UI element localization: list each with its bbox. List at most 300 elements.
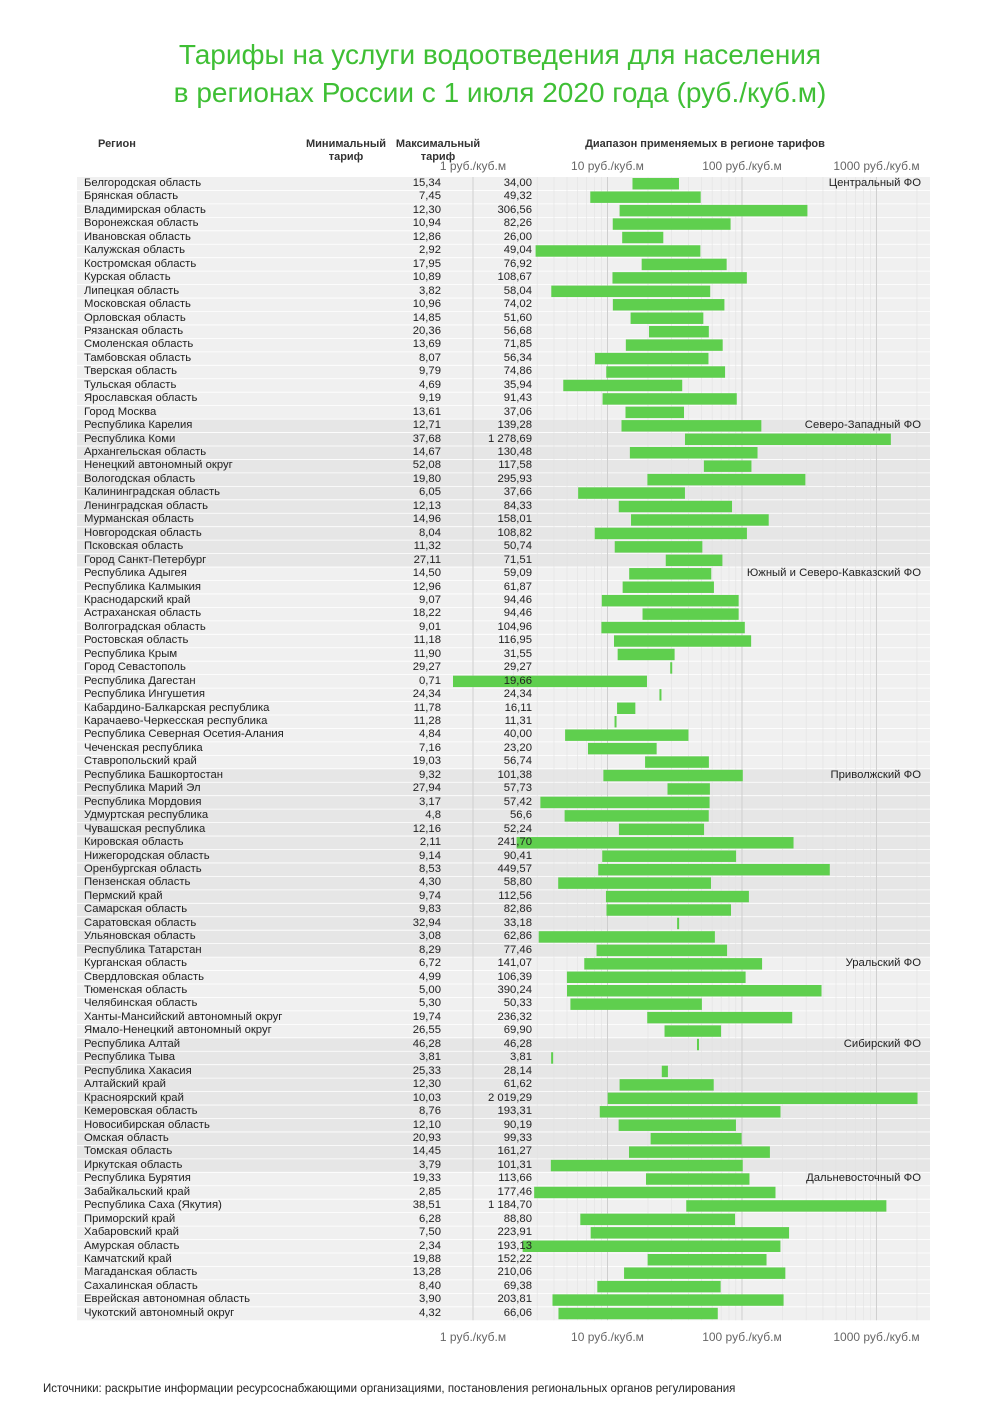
min-tariff: 6,28 xyxy=(419,1212,441,1225)
region-name: Нижегородская область xyxy=(84,849,210,862)
table-row xyxy=(77,971,930,985)
table-row xyxy=(77,648,930,662)
max-tariff: 56,74 xyxy=(503,755,532,768)
table-row xyxy=(77,1186,930,1200)
region-name: Ненецкий автономный округ xyxy=(84,459,233,472)
region-name: Волгоградская область xyxy=(84,620,206,633)
x-tick-label-bottom: 1 руб./куб.м xyxy=(439,1330,507,1345)
max-tariff: 37,06 xyxy=(503,405,532,418)
district-label: Дальневосточный ФО xyxy=(806,1172,921,1185)
min-tariff: 12,30 xyxy=(412,1078,441,1091)
min-tariff: 3,81 xyxy=(419,1051,441,1064)
region-name: Республика Дагестан xyxy=(84,674,196,687)
max-tariff: 46,28 xyxy=(503,1037,532,1050)
min-tariff: 9,83 xyxy=(419,903,441,916)
table-row xyxy=(77,190,930,204)
max-tariff: 40,00 xyxy=(503,728,532,741)
min-tariff: 14,67 xyxy=(412,446,441,458)
min-tariff: 4,32 xyxy=(419,1306,441,1319)
region-name: Чеченская республика xyxy=(84,741,203,754)
min-tariff: 12,96 xyxy=(412,580,441,593)
region-name: Ростовская область xyxy=(84,634,189,647)
table-row xyxy=(77,1226,930,1240)
max-tariff: 101,38 xyxy=(497,768,532,781)
table-row xyxy=(77,755,930,769)
max-tariff: 69,90 xyxy=(503,1024,532,1037)
max-tariff: 2 019,29 xyxy=(488,1091,532,1104)
table-row xyxy=(77,742,930,756)
table-row xyxy=(77,728,930,742)
min-tariff: 4,84 xyxy=(419,728,441,741)
region-name: Краснодарский край xyxy=(84,593,191,606)
table-row xyxy=(77,1065,930,1079)
region-name: Город Москва xyxy=(84,405,157,418)
table-row xyxy=(77,285,930,299)
min-tariff: 24,34 xyxy=(412,688,441,701)
min-tariff: 9,07 xyxy=(419,593,441,606)
max-tariff: 241,70 xyxy=(497,836,532,849)
min-tariff: 3,08 xyxy=(419,930,441,943)
max-tariff: 28,14 xyxy=(503,1064,532,1077)
table-row xyxy=(77,997,930,1011)
region-name: Республика Северная Осетия-Алания xyxy=(84,728,284,741)
max-tariff: 108,67 xyxy=(497,271,532,284)
region-name: Ямало-Ненецкий автономный округ xyxy=(84,1024,272,1037)
region-name: Курская область xyxy=(84,271,171,284)
header-max-line-1: Максимальный xyxy=(395,138,481,150)
region-name: Пермский край xyxy=(84,889,163,902)
region-name: Ленинградская область xyxy=(84,499,208,512)
min-tariff: 4,8 xyxy=(425,809,441,822)
max-tariff: 58,04 xyxy=(503,284,532,297)
table-row xyxy=(77,1051,930,1065)
region-name: Чувашская республика xyxy=(84,822,206,835)
min-tariff: 8,76 xyxy=(419,1105,441,1118)
region-name: Астраханская область xyxy=(84,607,202,620)
max-tariff: 31,55 xyxy=(503,647,532,660)
table-row xyxy=(77,984,930,998)
region-name: Томская область xyxy=(84,1145,173,1158)
table-row xyxy=(77,621,930,635)
table-row xyxy=(77,392,930,406)
table-row xyxy=(77,594,930,608)
table-row xyxy=(77,271,930,285)
max-tariff: 34,00 xyxy=(503,177,532,189)
min-tariff: 8,07 xyxy=(419,351,441,364)
region-name: Смоленская область xyxy=(84,338,194,351)
min-tariff: 9,19 xyxy=(419,392,441,405)
table-row xyxy=(77,1172,930,1186)
district-label: Центральный ФО xyxy=(828,177,921,189)
table-row xyxy=(77,433,930,447)
x-tick-label-top: 1 руб./куб.м xyxy=(439,159,507,173)
region-name: Архангельская область xyxy=(84,446,207,458)
min-tariff: 6,05 xyxy=(419,486,441,499)
min-tariff: 12,30 xyxy=(412,203,441,216)
max-tariff: 66,06 xyxy=(503,1306,532,1319)
max-tariff: 49,04 xyxy=(503,244,532,257)
table-row xyxy=(77,823,930,837)
region-name: Московская область xyxy=(84,298,191,311)
chart-title-line-2: в регионах России с 1 июля 2020 года (руб./куб.м) xyxy=(173,77,827,108)
max-tariff: 24,34 xyxy=(503,688,532,701)
max-tariff: 57,73 xyxy=(503,782,532,795)
min-tariff: 12,86 xyxy=(412,230,441,243)
table-row xyxy=(77,634,930,648)
max-tariff: 223,91 xyxy=(497,1226,532,1239)
max-tariff: 152,22 xyxy=(497,1253,532,1265)
region-name: Ивановская область xyxy=(84,230,191,243)
table-row xyxy=(77,903,930,917)
table-row xyxy=(77,675,930,689)
region-name: Пензенская область xyxy=(84,876,191,889)
region-name: Алтайский край xyxy=(84,1078,166,1091)
max-tariff: 449,57 xyxy=(497,862,532,875)
min-tariff: 10,03 xyxy=(412,1091,441,1104)
table-row xyxy=(77,379,930,393)
max-tariff: 23,20 xyxy=(503,741,532,754)
table-row xyxy=(77,540,930,554)
table-row xyxy=(77,1307,930,1321)
max-tariff: 1 278,69 xyxy=(488,432,532,445)
table-row xyxy=(77,312,930,326)
max-tariff: 77,46 xyxy=(503,943,532,956)
table-row xyxy=(77,1159,930,1173)
table-row xyxy=(77,715,930,729)
min-tariff: 11,32 xyxy=(413,540,441,553)
min-tariff: 17,95 xyxy=(412,257,441,270)
table-row xyxy=(77,513,930,527)
max-tariff: 26,00 xyxy=(503,230,532,243)
region-name: Республика Бурятия xyxy=(84,1172,191,1185)
table-row xyxy=(77,796,930,810)
region-name: Орловская область xyxy=(84,311,186,324)
max-tariff: 106,39 xyxy=(497,970,532,983)
min-tariff: 8,29 xyxy=(419,943,441,956)
table-row xyxy=(77,1038,930,1052)
district-label: Уральский ФО xyxy=(845,957,921,970)
min-tariff: 27,94 xyxy=(412,782,441,795)
table-row xyxy=(77,876,930,890)
max-tariff: 61,62 xyxy=(503,1078,532,1091)
region-name: Костромская область xyxy=(84,257,197,270)
max-tariff: 59,09 xyxy=(503,567,532,580)
region-name: Свердловская область xyxy=(84,970,205,983)
table-row xyxy=(77,1213,930,1227)
region-name: Республика Крым xyxy=(84,647,178,660)
x-tick-label-bottom: 10 руб./куб.м xyxy=(571,1330,644,1345)
region-name: Забайкальский край xyxy=(84,1185,191,1198)
region-name: Саратовская область xyxy=(84,916,197,929)
table-row xyxy=(77,1293,930,1307)
region-name: Город Севастополь xyxy=(84,661,186,674)
max-tariff: 116,95 xyxy=(498,634,532,647)
min-tariff: 38,51 xyxy=(412,1199,441,1212)
max-tariff: 61,87 xyxy=(503,580,532,593)
min-tariff: 7,45 xyxy=(419,190,441,203)
max-tariff: 49,32 xyxy=(503,190,532,203)
min-tariff: 37,68 xyxy=(412,432,441,445)
table-row xyxy=(77,1119,930,1133)
min-tariff: 19,80 xyxy=(412,472,441,485)
max-tariff: 74,86 xyxy=(503,365,532,378)
region-name: Тюменская область xyxy=(84,984,188,996)
region-name: Самарская область xyxy=(84,903,188,916)
min-tariff: 4,69 xyxy=(419,378,441,391)
max-tariff: 62,86 xyxy=(503,930,532,943)
max-tariff: 141,07 xyxy=(497,957,532,970)
max-tariff: 84,33 xyxy=(503,499,532,512)
table-row xyxy=(77,258,930,272)
table-row xyxy=(77,352,930,366)
max-tariff: 56,6 xyxy=(510,809,532,822)
region-name: Тульская область xyxy=(84,378,177,391)
table-row xyxy=(77,688,930,702)
min-tariff: 12,13 xyxy=(412,499,441,512)
min-tariff: 8,53 xyxy=(419,862,441,875)
min-tariff: 14,96 xyxy=(412,513,441,526)
min-tariff: 19,33 xyxy=(412,1172,441,1185)
min-tariff: 32,94 xyxy=(412,916,441,929)
min-tariff: 12,71 xyxy=(412,419,441,432)
region-name: Калининградская область xyxy=(84,486,221,499)
min-tariff: 11,28 xyxy=(413,715,441,727)
table-row xyxy=(77,1132,930,1146)
max-tariff: 82,26 xyxy=(503,217,532,230)
region-name: Город Санкт-Петербург xyxy=(84,553,207,566)
region-name: Республика Татарстан xyxy=(84,943,202,956)
max-tariff: 139,28 xyxy=(497,419,532,432)
region-name: Воронежская область xyxy=(84,217,199,230)
region-name: Тверская область xyxy=(84,365,178,378)
table-row xyxy=(77,486,930,500)
min-tariff: 13,28 xyxy=(412,1266,441,1279)
min-tariff: 11,78 xyxy=(413,701,441,714)
region-name: Республика Адыгея xyxy=(84,567,187,580)
min-tariff: 3,17 xyxy=(419,795,441,808)
max-tariff: 51,60 xyxy=(503,311,532,324)
min-tariff: 6,72 xyxy=(419,957,441,970)
table-row xyxy=(77,406,930,420)
table-row xyxy=(77,177,930,191)
region-name: Республика Ингушетия xyxy=(84,688,206,701)
region-name: Карачаево-Черкесская республика xyxy=(84,715,268,727)
region-name: Приморский край xyxy=(84,1212,176,1225)
region-name: Магаданская область xyxy=(84,1266,198,1279)
table-row xyxy=(77,298,930,312)
region-name: Иркутская область xyxy=(84,1158,183,1171)
table-row xyxy=(77,581,930,595)
max-tariff: 295,93 xyxy=(497,472,532,485)
max-tariff: 306,56 xyxy=(497,203,532,216)
region-name: Брянская область xyxy=(84,190,179,203)
table-row xyxy=(77,1199,930,1213)
max-tariff: 193,31 xyxy=(497,1105,532,1118)
region-name: Республика Мордовия xyxy=(84,795,202,808)
region-name: Камчатский край xyxy=(84,1253,172,1265)
min-tariff: 29,27 xyxy=(412,661,441,674)
min-tariff: 12,10 xyxy=(412,1118,441,1131)
table-row xyxy=(77,446,930,460)
table-row xyxy=(77,500,930,514)
max-tariff: 11,31 xyxy=(504,715,532,727)
min-tariff: 19,88 xyxy=(412,1253,441,1265)
table-row xyxy=(77,204,930,218)
region-name: Мурманская область xyxy=(84,513,194,526)
max-tariff: 52,24 xyxy=(503,822,532,835)
table-row xyxy=(77,365,930,379)
max-tariff: 1 184,70 xyxy=(488,1199,532,1212)
min-tariff: 14,45 xyxy=(412,1145,441,1158)
max-tariff: 50,74 xyxy=(503,540,532,553)
min-tariff: 3,90 xyxy=(419,1293,441,1306)
region-name: Республика Башкортостан xyxy=(84,768,224,781)
min-tariff: 8,40 xyxy=(419,1279,441,1292)
max-tariff: 82,86 xyxy=(503,903,532,916)
region-name: Республика Хакасия xyxy=(84,1064,192,1077)
table-row xyxy=(77,957,930,971)
table-row xyxy=(77,1011,930,1025)
min-tariff: 9,01 xyxy=(419,620,441,633)
region-name: Тамбовская область xyxy=(84,351,192,364)
min-tariff: 10,96 xyxy=(412,298,441,311)
x-tick-label-bottom: 100 руб./куб.м xyxy=(702,1330,782,1345)
max-tariff: 57,42 xyxy=(503,795,532,808)
min-tariff: 2,92 xyxy=(419,244,441,257)
min-tariff: 11,90 xyxy=(413,647,441,660)
chart-title-line-1: Тарифы на услуги водоотведения для населения xyxy=(178,39,822,70)
table-row xyxy=(77,1024,930,1038)
table-row xyxy=(77,1145,930,1159)
region-name: Новгородская область xyxy=(84,526,202,539)
region-name: Омская область xyxy=(84,1131,169,1144)
min-tariff: 25,33 xyxy=(412,1064,441,1077)
header-min-line-2: тариф xyxy=(328,151,364,163)
min-tariff: 13,61 xyxy=(412,405,441,418)
max-tariff: 193,13 xyxy=(497,1239,532,1252)
max-tariff: 37,66 xyxy=(503,486,532,499)
min-tariff: 9,74 xyxy=(419,889,441,902)
table-row xyxy=(77,459,930,473)
min-tariff: 10,94 xyxy=(412,217,441,230)
region-name: Ханты-Мансийский автономный округ xyxy=(84,1010,283,1023)
table-row xyxy=(77,1092,930,1106)
table-row xyxy=(77,338,930,352)
min-tariff: 18,22 xyxy=(412,607,441,620)
header-max-line-2: тариф xyxy=(420,151,456,163)
table-row xyxy=(77,782,930,796)
table-row xyxy=(77,1078,930,1092)
max-tariff: 29,27 xyxy=(503,661,532,674)
min-tariff: 2,11 xyxy=(419,836,441,849)
region-name: Кабардино-Балкарская республика xyxy=(84,701,270,714)
region-name: Республика Калмыкия xyxy=(84,580,202,593)
district-label: Северо-Западный ФО xyxy=(804,419,921,432)
min-tariff: 8,04 xyxy=(419,526,441,539)
region-name: Белгородская область xyxy=(84,177,202,189)
max-tariff: 88,80 xyxy=(503,1212,532,1225)
min-tariff: 20,36 xyxy=(412,324,441,337)
max-tariff: 76,92 xyxy=(503,257,532,270)
max-tariff: 112,56 xyxy=(498,889,532,902)
min-tariff: 2,34 xyxy=(419,1239,441,1252)
min-tariff: 3,79 xyxy=(419,1158,441,1171)
region-name: Чукотский автономный округ xyxy=(84,1306,235,1319)
x-tick-label-top: 1000 руб./куб.м xyxy=(833,159,920,173)
table-row xyxy=(77,325,930,339)
max-tariff: 94,46 xyxy=(503,593,532,606)
max-tariff: 35,94 xyxy=(503,378,532,391)
min-tariff: 19,03 xyxy=(412,755,441,768)
min-tariff: 0,71 xyxy=(419,674,441,687)
region-name: Амурская область xyxy=(84,1239,180,1252)
min-tariff: 5,00 xyxy=(419,984,441,996)
region-name: Республика Тыва xyxy=(84,1051,176,1064)
table-row xyxy=(77,244,930,258)
min-tariff: 10,89 xyxy=(412,271,441,284)
max-tariff: 56,68 xyxy=(503,324,532,337)
max-tariff: 117,58 xyxy=(498,459,532,472)
table-row xyxy=(77,1253,930,1267)
min-tariff: 12,16 xyxy=(412,822,441,835)
min-tariff: 4,99 xyxy=(419,970,441,983)
table-row xyxy=(77,1266,930,1280)
min-tariff: 26,55 xyxy=(412,1024,441,1037)
max-tariff: 130,48 xyxy=(497,446,532,458)
region-name: Калужская область xyxy=(84,244,185,257)
table-row xyxy=(77,607,930,621)
min-tariff: 15,34 xyxy=(412,177,441,189)
table-row xyxy=(77,917,930,931)
table-row xyxy=(77,890,930,904)
min-tariff: 20,93 xyxy=(412,1131,441,1144)
region-name: Псковская область xyxy=(84,540,184,553)
header-region: Регион xyxy=(98,138,136,150)
table-row xyxy=(77,1280,930,1294)
region-name: Республика Саха (Якутия) xyxy=(84,1199,222,1212)
max-tariff: 69,38 xyxy=(503,1279,532,1292)
min-tariff: 52,08 xyxy=(412,459,441,472)
region-name: Владимирская область xyxy=(84,203,206,216)
max-tariff: 94,46 xyxy=(503,607,532,620)
region-name: Еврейская автономная область xyxy=(84,1293,251,1306)
table-row xyxy=(77,1105,930,1119)
max-tariff: 71,85 xyxy=(503,338,532,351)
region-name: Республика Марий Эл xyxy=(84,782,201,795)
table-row xyxy=(77,231,930,245)
max-tariff: 158,01 xyxy=(497,513,532,526)
x-tick-label-top: 10 руб./куб.м xyxy=(571,159,644,173)
region-name: Республика Коми xyxy=(84,432,176,445)
max-tariff: 19,66 xyxy=(503,674,532,687)
table-row xyxy=(77,661,930,675)
max-tariff: 90,41 xyxy=(503,849,532,862)
min-tariff: 4,30 xyxy=(419,876,441,889)
max-tariff: 58,80 xyxy=(503,876,532,889)
min-tariff: 7,16 xyxy=(419,741,441,754)
min-tariff: 9,32 xyxy=(419,768,441,781)
region-name: Новосибирская область xyxy=(84,1118,210,1131)
region-name: Курганская область xyxy=(84,957,187,970)
x-tick-label-top: 100 руб./куб.м xyxy=(702,159,782,173)
region-name: Ставропольский край xyxy=(84,755,197,768)
max-tariff: 50,33 xyxy=(503,997,532,1010)
min-tariff: 9,14 xyxy=(419,849,441,862)
max-tariff: 236,32 xyxy=(497,1010,532,1023)
region-name: Красноярский край xyxy=(84,1091,184,1104)
table-row xyxy=(77,554,930,568)
max-tariff: 71,51 xyxy=(503,553,532,566)
